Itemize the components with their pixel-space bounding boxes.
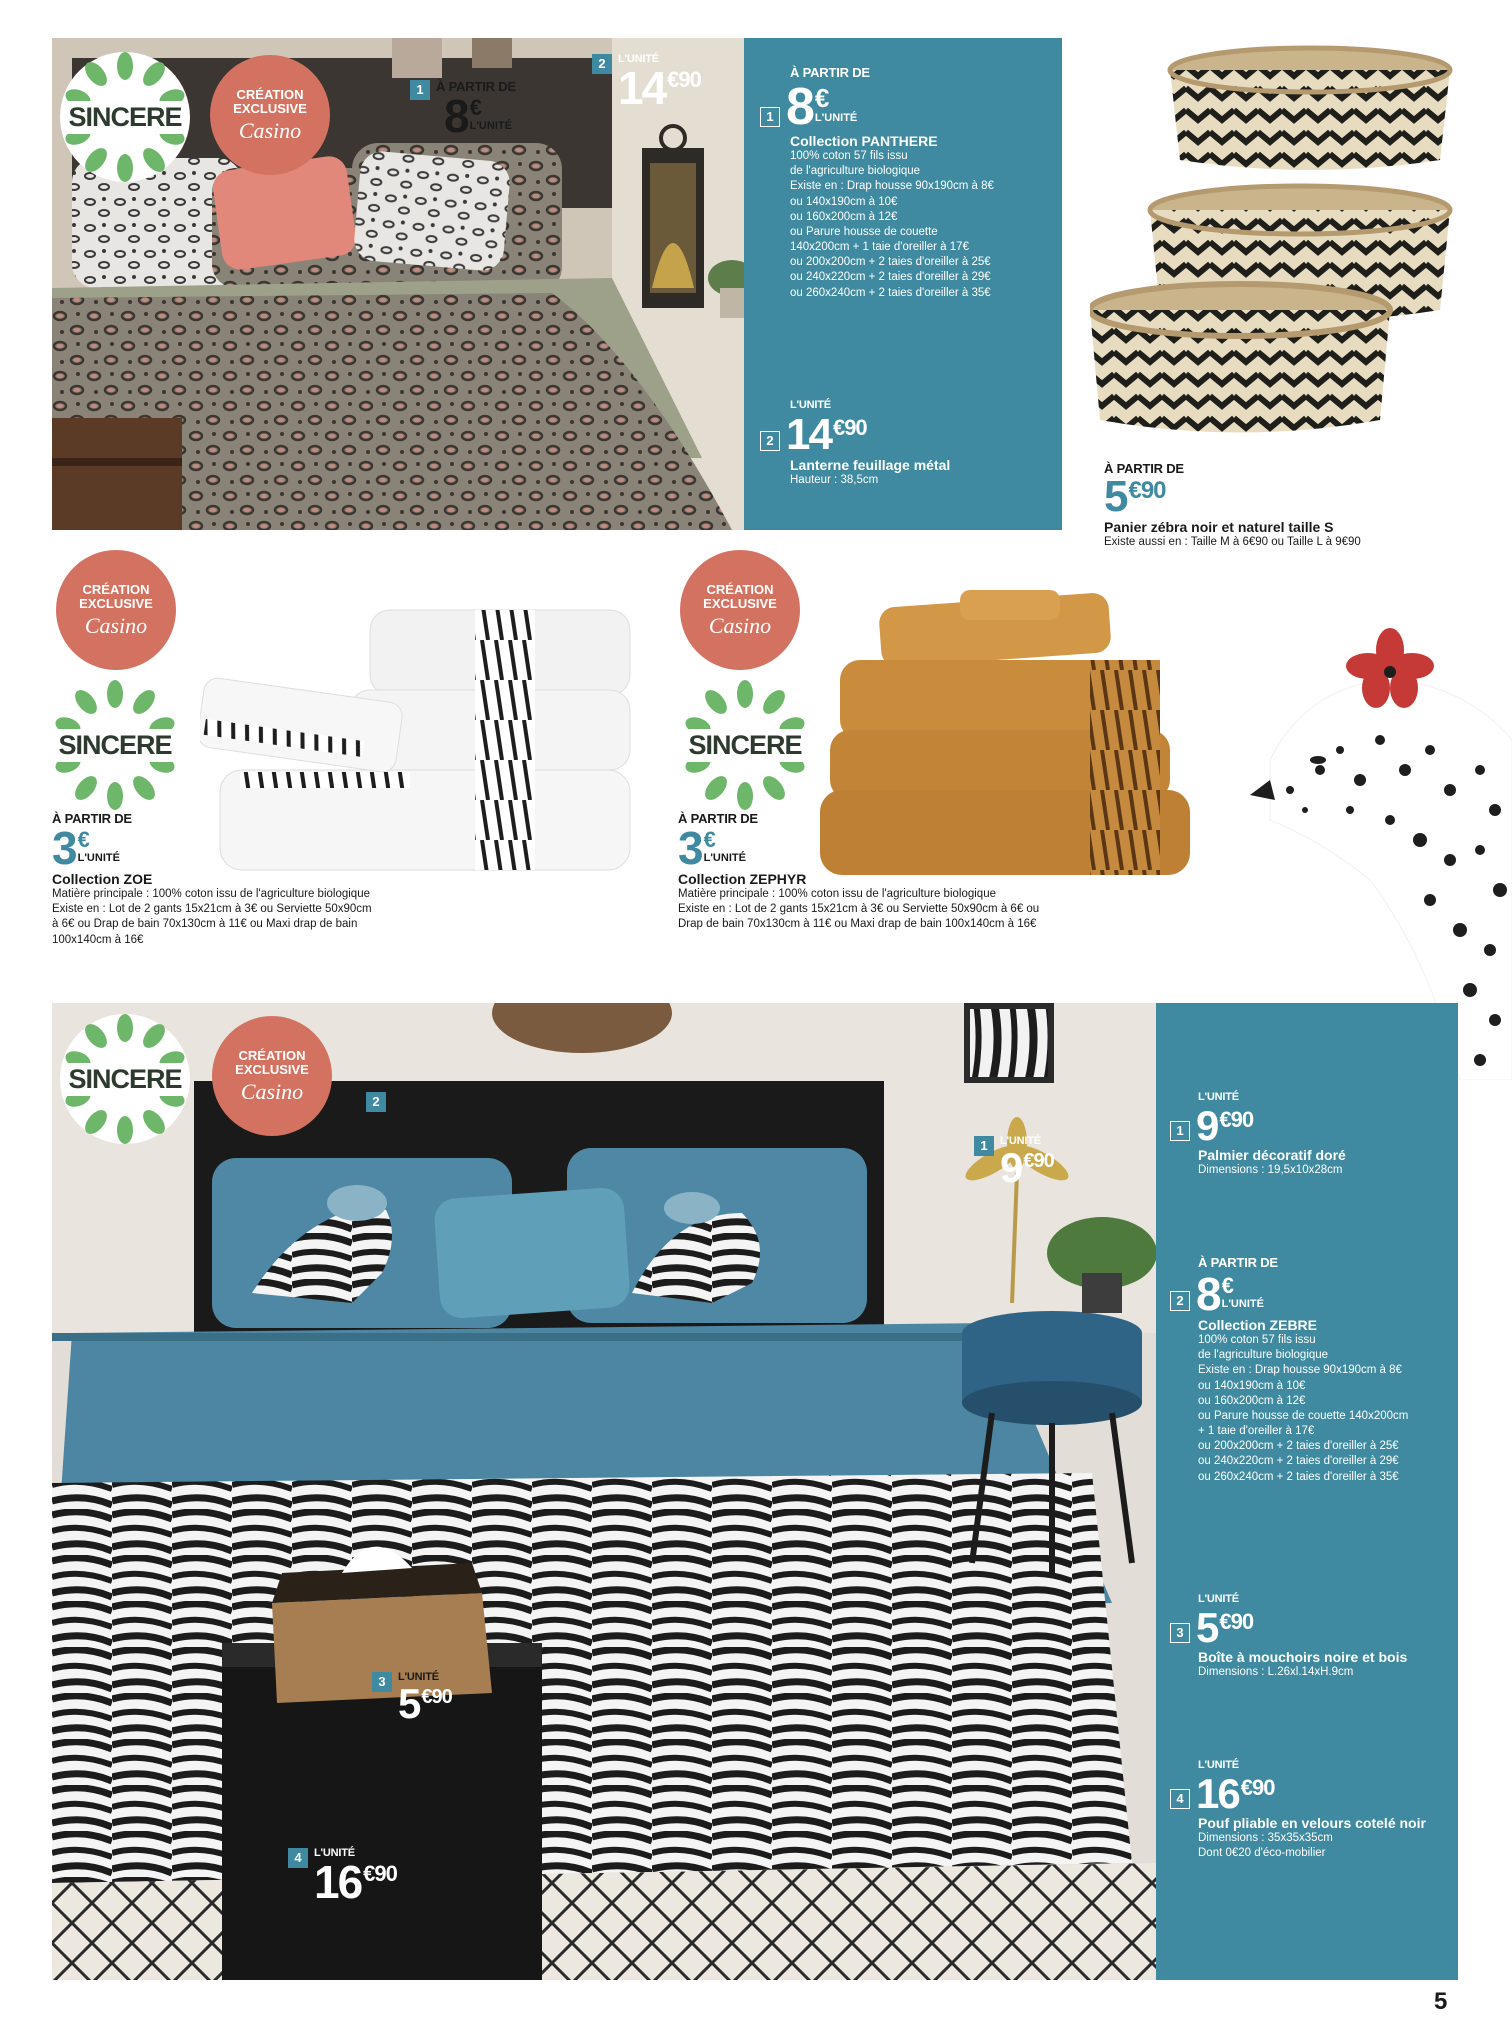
creation-line1: CRÉATION xyxy=(236,86,304,102)
product-name: Boîte à mouchoirs noire et bois xyxy=(1198,1649,1408,1665)
price-from-label: L'UNITÉ xyxy=(314,1847,355,1859)
desc-line: Matière principale : 100% coton issu de l'agriculture biologique xyxy=(52,888,370,901)
creation-line1: CRÉATION xyxy=(706,581,774,597)
panier-offer xyxy=(1104,462,1504,550)
desc-line: ou 160x200cm à 12€ xyxy=(1198,1394,1306,1407)
zebre-item-3 xyxy=(1170,1594,1456,1680)
desc-line: ou 240x220cm + 2 taies d'oreiller à 29€ xyxy=(1198,1455,1399,1468)
item-number: 4 xyxy=(288,1848,308,1868)
price-from-label: À PARTIR DE xyxy=(392,1091,472,1106)
product-desc: Dimensions : L.26xl.14xH.9cm xyxy=(1198,1666,1354,1679)
creation-exclusive-badge xyxy=(680,550,800,670)
creation-brand: Casino xyxy=(240,1079,304,1105)
price-from-label: À PARTIR DE xyxy=(52,811,132,826)
zephyr-offer xyxy=(678,812,1238,933)
price-cents: € xyxy=(423,1107,435,1132)
price-integer: 8 xyxy=(1196,1268,1220,1320)
sincere-badge xyxy=(50,680,180,810)
item-number: 2 xyxy=(366,1092,386,1112)
panthere-item-1 xyxy=(760,66,1060,301)
price-from-label: L'UNITÉ xyxy=(618,53,659,65)
desc-line: Drap de bain 70x130cm à 11€ ou Maxi drap de bain 100x140cm à 16€ xyxy=(678,918,1037,931)
price-integer: 14 xyxy=(618,62,666,114)
product-desc xyxy=(790,149,1060,301)
price-from-label: À PARTIR DE xyxy=(790,65,870,80)
desc-line: de l'agriculture biologique xyxy=(790,165,921,178)
price-cents: €90 xyxy=(1128,477,1166,504)
product-desc xyxy=(678,887,1238,933)
photo-price-tag-1 xyxy=(410,79,516,142)
desc-line: Existe en : Lot de 2 gants 15x21cm à 3€ ou Serviette 50x90cm xyxy=(52,903,372,916)
desc-line: ou Parure housse de couette 140x200cm xyxy=(1198,1409,1409,1422)
price-integer: 5 xyxy=(1196,1604,1218,1651)
creation-line2: EXCLUSIVE xyxy=(235,1062,309,1078)
desc-line: Dont 0€20 d'éco-mobilier xyxy=(1198,1847,1326,1860)
price-unit: L'UNITÉ xyxy=(469,120,512,132)
sincere-label: SINCERE xyxy=(684,729,805,762)
desc-line: Existe en : Drap housse 90x190cm à 8€ xyxy=(790,180,994,193)
creation-exclusive-badge xyxy=(212,1016,332,1136)
photo-price-tag-4 xyxy=(288,1847,397,1908)
zebre-item-1 xyxy=(1170,1092,1456,1178)
sincere-label: SINCERE xyxy=(54,729,175,762)
sincere-badge xyxy=(680,680,810,810)
price-unit: L'UNITÉ xyxy=(1221,1298,1264,1310)
sincere-label: SINCERE xyxy=(64,101,185,134)
price-integer: 8 xyxy=(786,78,813,136)
zoe-offer xyxy=(52,812,472,948)
desc-line: ou 140x190cm à 10€ xyxy=(790,195,898,208)
price-from-label: L'UNITÉ xyxy=(398,1671,439,1683)
price-cents: €90 xyxy=(363,1861,397,1886)
price-from-label: À PARTIR DE xyxy=(1104,461,1184,476)
price-from-label: L'UNITÉ xyxy=(1198,1759,1239,1771)
product-desc xyxy=(1198,1333,1456,1485)
creation-brand: Casino xyxy=(708,613,772,639)
price-integer: 3 xyxy=(678,822,702,874)
price-unit: L'UNITÉ xyxy=(423,1132,466,1144)
creation-line2: EXCLUSIVE xyxy=(79,596,153,612)
price-integer: 14 xyxy=(786,410,831,459)
creation-line1: CRÉATION xyxy=(82,581,150,597)
price-unit: L'UNITÉ xyxy=(77,852,120,864)
creation-exclusive-badge xyxy=(210,55,330,175)
panthere-item-2 xyxy=(760,400,1060,488)
item-number: 3 xyxy=(372,1672,392,1692)
price-from-label: L'UNITÉ xyxy=(1198,1091,1239,1103)
price-from-label: À PARTIR DE xyxy=(436,79,516,94)
desc-line: ou 200x200cm + 2 taies d'oreiller à 25€ xyxy=(790,256,991,269)
creation-line2: EXCLUSIVE xyxy=(703,596,777,612)
price-unit: L'UNITÉ xyxy=(814,112,858,124)
product-name: Lanterne feuillage métal xyxy=(790,457,951,473)
photo-price-tag-3 xyxy=(372,1672,452,1725)
creation-line2: EXCLUSIVE xyxy=(233,101,307,117)
product-name: Collection ZEPHYR xyxy=(678,871,807,887)
photo-price-tag-2 xyxy=(366,1091,472,1154)
price-cents: € xyxy=(77,827,89,852)
item-number: 2 xyxy=(760,431,780,451)
item-number: 1 xyxy=(974,1136,994,1156)
price-integer: 16 xyxy=(314,1856,362,1908)
desc-line: 140x200cm + 1 taie d'oreiller à 17€ xyxy=(790,241,969,254)
product-desc xyxy=(52,887,472,948)
product-name: Collection ZEBRE xyxy=(1198,1317,1318,1333)
product-desc: Dimensions : 19,5x10x28cm xyxy=(1198,1164,1343,1177)
zebre-item-4 xyxy=(1170,1760,1456,1861)
product-name: Pouf pliable en velours cotelé noir xyxy=(1198,1815,1426,1831)
price-integer: 3 xyxy=(52,822,76,874)
item-number: 4 xyxy=(1170,1789,1190,1809)
price-cents: €90 xyxy=(1219,1609,1254,1634)
desc-line: 100x140cm à 16€ xyxy=(52,933,144,946)
creation-brand: Casino xyxy=(238,118,302,144)
creation-brand: Casino xyxy=(84,613,148,639)
price-cents: € xyxy=(469,95,481,120)
price-cents: €90 xyxy=(1219,1107,1254,1132)
item-number: 3 xyxy=(1170,1623,1190,1643)
price-integer: 9 xyxy=(1196,1102,1218,1149)
zebra-baskets-image xyxy=(1090,40,1470,460)
product-desc: Existe aussi en : Taille M à 6€90 ou Taille L à 9€90 xyxy=(1104,536,1361,549)
desc-line: ou 260x240cm + 2 taies d'oreiller à 35€ xyxy=(790,286,991,299)
desc-line: Dimensions : 35x35x35cm xyxy=(1198,1832,1333,1845)
sincere-label: SINCERE xyxy=(64,1063,185,1096)
price-integer: 8 xyxy=(398,1102,422,1154)
price-cents: €90 xyxy=(1240,1775,1275,1800)
desc-line: ou 200x200cm + 2 taies d'oreiller à 25€ xyxy=(1198,1440,1399,1453)
price-integer: 16 xyxy=(1196,1770,1239,1817)
price-cents: € xyxy=(1221,1273,1233,1298)
sincere-badge xyxy=(60,1014,190,1144)
price-from-label: À PARTIR DE xyxy=(678,811,758,826)
price-cents: € xyxy=(814,83,829,113)
item-number: 1 xyxy=(410,80,430,100)
creation-exclusive-badge xyxy=(56,550,176,670)
sincere-badge xyxy=(60,52,190,182)
price-integer: 8 xyxy=(444,90,468,142)
product-desc xyxy=(1198,1831,1456,1861)
product-name: Palmier décoratif doré xyxy=(1198,1147,1346,1163)
desc-line: Existe en : Drap housse 90x190cm à 8€ xyxy=(1198,1364,1402,1377)
photo-price-tag-1 xyxy=(974,1136,1054,1189)
desc-line: Existe en : Lot de 2 gants 15x21cm à 3€ ou Serviette 50x90cm à 6€ ou xyxy=(678,903,1040,916)
price-cents: €90 xyxy=(421,1686,452,1708)
zebre-item-2 xyxy=(1170,1256,1456,1485)
product-name: Collection ZOE xyxy=(52,871,153,887)
price-cents: €90 xyxy=(1023,1150,1054,1172)
desc-line: de l'agriculture biologique xyxy=(1198,1349,1329,1362)
price-cents: € xyxy=(703,827,715,852)
price-from-label: L'UNITÉ xyxy=(1000,1135,1041,1147)
price-from-label: L'UNITÉ xyxy=(1198,1593,1239,1605)
desc-line: ou Parure housse de couette xyxy=(790,225,938,238)
product-name: Panier zébra noir et naturel taille S xyxy=(1104,519,1334,535)
page-number: 5 xyxy=(1434,1988,1448,2015)
price-integer: 5 xyxy=(398,1680,420,1727)
desc-line: + 1 taie d'oreiller à 17€ xyxy=(1198,1425,1315,1438)
desc-line: 100% coton 57 fils issu xyxy=(790,150,908,163)
price-unit: L'UNITÉ xyxy=(703,852,746,864)
desc-line: ou 160x200cm à 12€ xyxy=(790,210,898,223)
price-cents: €90 xyxy=(667,67,701,92)
item-number: 2 xyxy=(592,54,612,74)
desc-line: ou 240x220cm + 2 taies d'oreiller à 29€ xyxy=(790,271,991,284)
price-from-label: L'UNITÉ xyxy=(790,399,831,411)
product-desc: Hauteur : 38,5cm xyxy=(790,474,879,487)
desc-line: ou 260x240cm + 2 taies d'oreiller à 35€ xyxy=(1198,1470,1399,1483)
desc-line: à 6€ ou Drap de bain 70x130cm à 11€ ou Maxi drap de bain xyxy=(52,918,358,931)
desc-line: ou 140x190cm à 10€ xyxy=(1198,1379,1306,1392)
item-number: 1 xyxy=(760,107,780,127)
desc-line: Matière principale : 100% coton issu de l'agriculture biologique xyxy=(678,888,996,901)
price-cents: €90 xyxy=(832,415,867,440)
price-from-label: À PARTIR DE xyxy=(1198,1255,1278,1270)
item-number: 2 xyxy=(1170,1291,1190,1311)
desc-line: 100% coton 57 fils issu xyxy=(1198,1334,1316,1347)
creation-line1: CRÉATION xyxy=(238,1047,306,1063)
price-integer: 5 xyxy=(1104,472,1127,521)
photo-price-tag-2 xyxy=(592,53,701,114)
item-number: 1 xyxy=(1170,1121,1190,1141)
price-integer: 9 xyxy=(1000,1144,1022,1191)
product-name: Collection PANTHERE xyxy=(790,133,938,149)
